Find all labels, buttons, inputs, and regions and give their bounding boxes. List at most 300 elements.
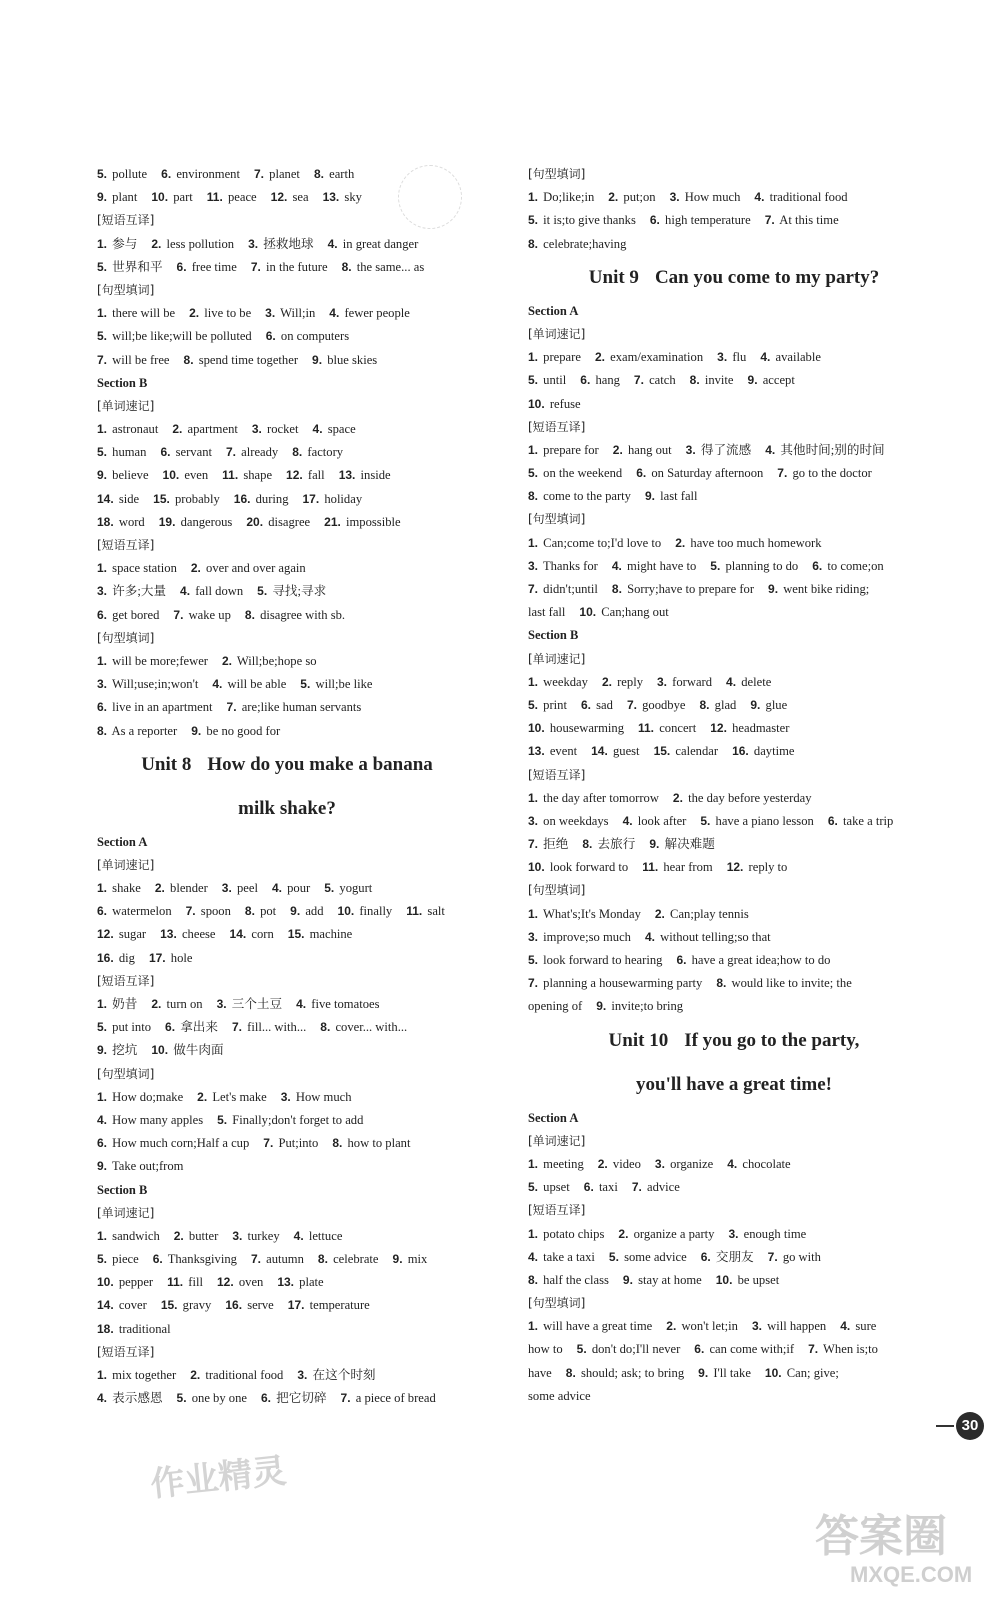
item-number: 3. xyxy=(654,1156,665,1171)
item-answer: half the class xyxy=(543,1272,609,1287)
item-answer: believe xyxy=(112,468,149,483)
item-answer: add xyxy=(305,904,324,919)
item-answer: less pollution xyxy=(166,236,235,251)
item-number: 5. xyxy=(528,373,539,388)
item-number: 4. xyxy=(293,1228,304,1243)
item-number: 8. xyxy=(611,582,622,596)
item-answer: refuse xyxy=(549,396,581,411)
item-number: 3. xyxy=(717,350,728,365)
item-number: 18. xyxy=(97,514,114,529)
item-answer: will be more;fewer xyxy=(112,653,208,668)
item-number: 2. xyxy=(601,674,612,689)
item-answer: spoon xyxy=(200,904,231,919)
item-number: 11. xyxy=(222,468,239,483)
item-number: 3. xyxy=(751,1319,762,1334)
item-number: 1. xyxy=(528,350,539,365)
answer-line xyxy=(97,650,477,673)
item-answer: take a trip xyxy=(842,813,894,828)
category-label: [句型填词] xyxy=(97,1066,155,1081)
item-number: 1. xyxy=(528,442,539,457)
item-answer: there will be xyxy=(112,306,176,321)
item-answer: 表示感恩 xyxy=(112,1391,163,1406)
item-answer: wake up xyxy=(188,607,231,622)
item-answer: astronaut xyxy=(112,422,159,437)
item-number: 1. xyxy=(97,561,108,576)
answer-line xyxy=(528,1153,940,1176)
item-answer: pollute xyxy=(112,167,148,181)
item-number: 12. xyxy=(97,927,114,942)
unit-title-text: milk shake? xyxy=(238,797,336,819)
item-number: 10. xyxy=(97,1275,114,1290)
item-answer: machine xyxy=(309,927,353,942)
item-answer: high temperature xyxy=(665,213,751,228)
item-answer: word xyxy=(118,514,145,529)
item-number: 8. xyxy=(317,1252,328,1267)
item-number: 13. xyxy=(338,468,356,483)
item-number: 16. xyxy=(732,744,749,759)
item-answer: butter xyxy=(188,1228,219,1243)
unit-number: Unit 8 xyxy=(141,753,192,775)
item-answer: on weekdays xyxy=(543,813,609,828)
item-answer: celebrate xyxy=(333,1252,379,1267)
answer-line xyxy=(528,926,940,949)
item-answer: blue skies xyxy=(327,352,378,367)
item-number: 6. xyxy=(265,329,276,344)
item-answer: Thanks for xyxy=(542,558,598,573)
item-number: 5. xyxy=(528,953,539,967)
answer-line xyxy=(97,1225,477,1248)
item-answer: will;be like;will be polluted xyxy=(112,329,252,344)
item-answer: a piece of bread xyxy=(355,1391,436,1406)
item-number: 8. xyxy=(565,1365,576,1380)
item-number: 8. xyxy=(244,904,255,919)
item-number: 1. xyxy=(528,790,539,805)
item-answer: corn xyxy=(251,927,274,942)
item-answer: When is;to xyxy=(823,1342,878,1357)
item-answer: 交朋友 xyxy=(715,1249,754,1264)
item-number: 4. xyxy=(644,929,655,944)
item-number: 3. xyxy=(97,584,108,599)
item-number: 21. xyxy=(324,514,341,529)
answer-line xyxy=(97,557,477,580)
item-number: 12. xyxy=(726,860,744,875)
item-number: 4. xyxy=(726,674,737,689)
item-answer: 去旅行 xyxy=(597,837,636,852)
item-number: 2. xyxy=(190,561,201,576)
item-number: 10. xyxy=(337,904,355,919)
section-heading: Section A xyxy=(528,303,579,318)
item-number: 6. xyxy=(165,1020,176,1035)
item-number: 9. xyxy=(392,1252,403,1267)
item-answer: Thanksgiving xyxy=(167,1252,237,1267)
item-answer: exam/examination xyxy=(610,350,704,365)
item-number: 4. xyxy=(97,1112,108,1127)
item-answer: don't do;I'll never xyxy=(591,1342,681,1357)
item-answer: 参与 xyxy=(112,236,138,251)
item-answer: sea xyxy=(292,190,309,205)
answer-line xyxy=(97,923,477,946)
item-number: 7. xyxy=(767,1249,778,1264)
item-answer: apartment xyxy=(187,422,238,437)
item-answer: go with xyxy=(782,1249,821,1264)
item-answer: Sorry;have to prepare for xyxy=(627,582,755,596)
item-number: 7. xyxy=(97,352,108,367)
category-label: [短语互译] xyxy=(97,213,155,228)
item-number: 2. xyxy=(654,906,665,921)
item-answer: sugar xyxy=(118,927,147,942)
answer-line xyxy=(97,464,477,487)
item-answer: space station xyxy=(112,561,177,576)
item-answer: prepare for xyxy=(543,442,599,457)
answer-line xyxy=(97,947,477,970)
answer-line xyxy=(97,1109,477,1132)
item-number: 3. xyxy=(685,442,696,457)
answer-line xyxy=(528,186,940,209)
answer-line xyxy=(528,462,940,485)
item-answer: salt xyxy=(427,904,445,919)
item-answer: some advice xyxy=(624,1249,687,1264)
item-answer: how to xyxy=(528,1342,563,1357)
item-number: 4. xyxy=(611,558,622,573)
item-answer: blender xyxy=(170,881,208,896)
item-number: 2. xyxy=(151,236,162,251)
item-answer: on computers xyxy=(280,329,350,344)
item-answer: yogurt xyxy=(339,881,373,896)
item-number: 9. xyxy=(596,999,607,1014)
unit-title-text: Can you come to my party? xyxy=(654,266,880,288)
item-answer: look forward to xyxy=(549,860,629,875)
item-number: 6. xyxy=(260,1391,271,1406)
item-answer: available xyxy=(775,350,821,365)
item-number: 1. xyxy=(97,422,108,437)
item-answer: print xyxy=(543,697,567,712)
item-number: 8. xyxy=(183,352,194,367)
item-number: 2. xyxy=(672,790,683,805)
item-number: 5. xyxy=(528,697,539,712)
answer-line xyxy=(97,1039,477,1062)
answer-line xyxy=(528,555,940,578)
item-number: 7. xyxy=(764,213,775,228)
unit-title-text: If you go to the party, xyxy=(684,1029,860,1051)
item-number: 5. xyxy=(217,1112,228,1127)
answer-line xyxy=(528,856,940,879)
item-answer: Do;like;in xyxy=(543,190,595,205)
answer-line xyxy=(97,325,477,348)
item-answer: Can; give; xyxy=(786,1365,839,1380)
item-answer: sure xyxy=(855,1319,877,1334)
item-answer: side xyxy=(118,491,140,506)
item-number: 5. xyxy=(176,1391,187,1406)
answer-line xyxy=(97,580,477,603)
item-answer: plate xyxy=(299,1275,324,1290)
category-label: [句型填词] xyxy=(528,167,586,181)
answer-line xyxy=(97,256,477,279)
item-number: 3. xyxy=(216,997,227,1011)
answer-line xyxy=(97,1271,477,1294)
item-number: 3. xyxy=(528,929,539,944)
item-number: 5. xyxy=(300,677,311,692)
item-number: 10. xyxy=(579,605,597,620)
item-number: 8. xyxy=(97,723,108,738)
answer-line xyxy=(528,717,940,740)
item-number: 7. xyxy=(808,1342,819,1357)
item-number: 1. xyxy=(528,906,539,921)
answer-line xyxy=(528,903,940,926)
item-number: 3. xyxy=(528,813,539,828)
item-answer: 拯救地球 xyxy=(263,236,314,251)
answer-line xyxy=(528,578,940,601)
answer-line xyxy=(528,369,940,392)
answer-line xyxy=(97,418,477,441)
answer-line xyxy=(97,349,477,372)
unit-title xyxy=(528,1063,940,1107)
item-answer: daytime xyxy=(753,744,795,759)
item-number: 3. xyxy=(232,1228,243,1243)
item-number: 15. xyxy=(653,744,671,759)
answer-line xyxy=(528,1246,940,1269)
item-number: 6. xyxy=(636,466,647,481)
category-label: [单词速记] xyxy=(528,651,586,666)
item-answer: celebrate;having xyxy=(543,236,627,251)
item-number: 5. xyxy=(710,558,721,573)
item-number: 4. xyxy=(180,584,191,599)
item-answer: How much xyxy=(295,1089,352,1104)
item-answer: peel xyxy=(236,881,258,896)
section-heading: Section B xyxy=(528,628,579,643)
item-number: 7. xyxy=(263,1136,274,1151)
item-number: 6. xyxy=(160,445,171,460)
item-answer: cover... with... xyxy=(335,1020,408,1035)
item-answer: pour xyxy=(287,881,311,896)
item-answer: shake xyxy=(112,881,141,896)
item-answer: How do;make xyxy=(112,1089,184,1104)
item-answer: Can;play tennis xyxy=(670,906,749,921)
item-answer: turkey xyxy=(247,1228,280,1243)
item-answer: the day after tomorrow xyxy=(543,790,659,805)
answer-line xyxy=(97,604,477,627)
answer-line xyxy=(528,601,940,624)
item-number: 15. xyxy=(153,491,170,506)
item-answer: At this time xyxy=(779,213,839,228)
item-number: 14. xyxy=(97,1298,114,1313)
item-answer: hear from xyxy=(663,860,713,875)
item-answer: traditional food xyxy=(769,190,848,205)
item-answer: 得了流感 xyxy=(700,442,752,457)
item-answer: the day before yesterday xyxy=(688,790,812,805)
answer-line xyxy=(528,787,940,810)
item-answer: upset xyxy=(543,1180,570,1195)
category-label: [单词速记] xyxy=(97,398,155,413)
item-answer: finally xyxy=(359,904,393,919)
item-number: 1. xyxy=(528,1156,539,1171)
item-answer: fewer people xyxy=(344,306,410,321)
item-number: 2. xyxy=(612,442,623,457)
item-answer: Put;into xyxy=(278,1136,319,1151)
category-label: [句型填词] xyxy=(528,512,586,527)
unit-number: Unit 10 xyxy=(608,1029,669,1051)
item-answer: 挖坑 xyxy=(112,1043,138,1058)
item-number: 14. xyxy=(97,491,114,506)
item-answer: stay at home xyxy=(638,1272,702,1287)
item-answer: over and over again xyxy=(206,561,306,576)
item-number: 6. xyxy=(97,1136,108,1151)
section-heading: Section B xyxy=(97,1182,148,1197)
item-answer: autumn xyxy=(266,1252,304,1267)
item-number: 6. xyxy=(827,813,838,828)
watermark-logo: 答案圈 xyxy=(815,1511,947,1562)
item-number: 9. xyxy=(644,489,655,504)
category-label: [单词速记] xyxy=(97,857,155,872)
item-answer: take a taxi xyxy=(543,1249,595,1264)
item-number: 12. xyxy=(286,468,303,483)
item-answer: pepper xyxy=(118,1275,154,1290)
item-number: 5. xyxy=(97,1020,108,1035)
item-number: 13. xyxy=(528,744,545,759)
item-answer: will be able xyxy=(227,677,287,692)
item-answer: be no good for xyxy=(206,723,281,738)
item-number: 2. xyxy=(221,653,232,668)
answer-line xyxy=(97,900,477,923)
item-number: 9. xyxy=(649,837,660,852)
section-heading: Section A xyxy=(528,1110,579,1125)
item-number: 2. xyxy=(190,1368,201,1382)
item-number: 5. xyxy=(324,881,335,896)
page-number xyxy=(950,1406,990,1446)
item-answer: without telling;so that xyxy=(660,929,771,944)
item-answer: dangerous xyxy=(180,514,233,529)
item-answer: invite xyxy=(704,373,734,388)
item-number: 2. xyxy=(172,422,183,437)
item-number: 2. xyxy=(594,350,605,365)
unit-title-text: How do you make a banana xyxy=(207,753,433,775)
item-answer: last fall xyxy=(528,605,566,620)
category-label: [句型填词] xyxy=(528,1296,586,1311)
item-answer: serve xyxy=(247,1298,274,1313)
item-number: 1. xyxy=(528,1226,539,1241)
item-number: 8. xyxy=(313,167,324,181)
item-answer: sad xyxy=(596,697,613,712)
item-number: 8. xyxy=(320,1020,331,1035)
unit-title xyxy=(97,743,477,787)
item-answer: taxi xyxy=(598,1180,618,1195)
item-number: 15. xyxy=(287,927,305,942)
item-answer: 其他时间;别的时间 xyxy=(780,442,885,457)
category-label: [句型填词] xyxy=(97,630,155,645)
item-number: 3. xyxy=(248,236,259,251)
item-answer: be upset xyxy=(737,1272,780,1287)
item-answer: put into xyxy=(112,1020,152,1035)
category-label: [短语互译] xyxy=(97,973,155,988)
item-number: 10. xyxy=(151,1043,169,1058)
item-number: 18. xyxy=(97,1321,114,1336)
category-label: [单词速记] xyxy=(528,326,586,341)
item-number: 2. xyxy=(608,190,619,205)
item-number: 1. xyxy=(97,653,108,668)
item-answer: headmaster xyxy=(732,721,790,736)
item-number: 8. xyxy=(699,697,710,712)
item-number: 4. xyxy=(727,1156,738,1171)
item-answer: dig xyxy=(118,950,135,965)
item-answer: catch xyxy=(649,373,676,388)
item-number: 8. xyxy=(332,1136,343,1151)
item-number: 2. xyxy=(675,535,686,550)
item-answer: disagree with sb. xyxy=(260,607,346,622)
item-number: 11. xyxy=(167,1275,184,1290)
answer-line xyxy=(97,720,477,743)
item-number: 9. xyxy=(97,190,108,205)
item-number: 1. xyxy=(528,674,539,689)
answer-line xyxy=(97,441,477,464)
category-label: [句型填词] xyxy=(528,883,586,898)
item-number: 7. xyxy=(340,1391,351,1406)
item-number: 2. xyxy=(666,1319,677,1334)
item-number: 4. xyxy=(97,1391,108,1406)
item-answer: earth xyxy=(329,167,355,181)
item-number: 10. xyxy=(715,1272,733,1287)
item-answer: five tomatoes xyxy=(311,997,380,1011)
item-answer: delete xyxy=(741,674,772,689)
item-answer: piece xyxy=(112,1252,139,1267)
item-number: 19. xyxy=(158,514,176,529)
item-number: 5. xyxy=(257,584,268,599)
item-number: 3. xyxy=(528,558,539,573)
item-answer: fill... with... xyxy=(247,1020,307,1035)
answer-line xyxy=(97,511,477,534)
unit-title xyxy=(528,256,940,300)
unit-title xyxy=(97,787,477,831)
item-answer: cover xyxy=(118,1298,147,1313)
item-answer: will have a great time xyxy=(543,1319,653,1334)
item-answer: won't let;in xyxy=(681,1319,738,1334)
item-answer: fall xyxy=(307,468,325,483)
answer-line xyxy=(528,1176,940,1199)
item-answer: to come;on xyxy=(827,558,884,573)
item-answer: 奶昔 xyxy=(112,997,138,1011)
unit-title xyxy=(528,1019,940,1063)
item-answer: space xyxy=(327,422,356,437)
answer-line xyxy=(97,488,477,511)
answer-line xyxy=(528,1223,940,1246)
item-number: 7. xyxy=(173,607,184,622)
item-answer: Can;hang out xyxy=(601,605,669,620)
item-number: 3. xyxy=(657,674,668,689)
item-number: 8. xyxy=(292,445,303,460)
item-answer: planning a housewarming party xyxy=(543,976,703,991)
category-label: [短语互译] xyxy=(528,767,586,782)
item-answer: prepare xyxy=(543,350,581,365)
item-number: 4. xyxy=(271,881,282,896)
answer-line xyxy=(97,1387,477,1410)
item-answer: reply xyxy=(617,674,643,689)
item-number: 9. xyxy=(97,468,108,483)
item-number: 2. xyxy=(597,1156,608,1171)
item-answer: temperature xyxy=(309,1298,370,1313)
section-heading: Section A xyxy=(97,834,148,849)
item-answer: the same... as xyxy=(356,259,425,274)
item-answer: probably xyxy=(174,491,220,506)
item-answer: turn on xyxy=(166,997,203,1011)
answer-line xyxy=(528,485,940,508)
item-number: 14. xyxy=(229,927,247,942)
item-answer: organize a party xyxy=(633,1226,715,1241)
item-number: 8. xyxy=(528,1272,539,1287)
item-answer: planning to do xyxy=(725,558,799,573)
item-answer: 解决难题 xyxy=(664,837,715,852)
item-number: 2. xyxy=(151,997,162,1011)
item-answer: 许多;大量 xyxy=(112,584,167,599)
item-number: 5. xyxy=(576,1342,587,1357)
item-answer: I'll take xyxy=(713,1365,751,1380)
